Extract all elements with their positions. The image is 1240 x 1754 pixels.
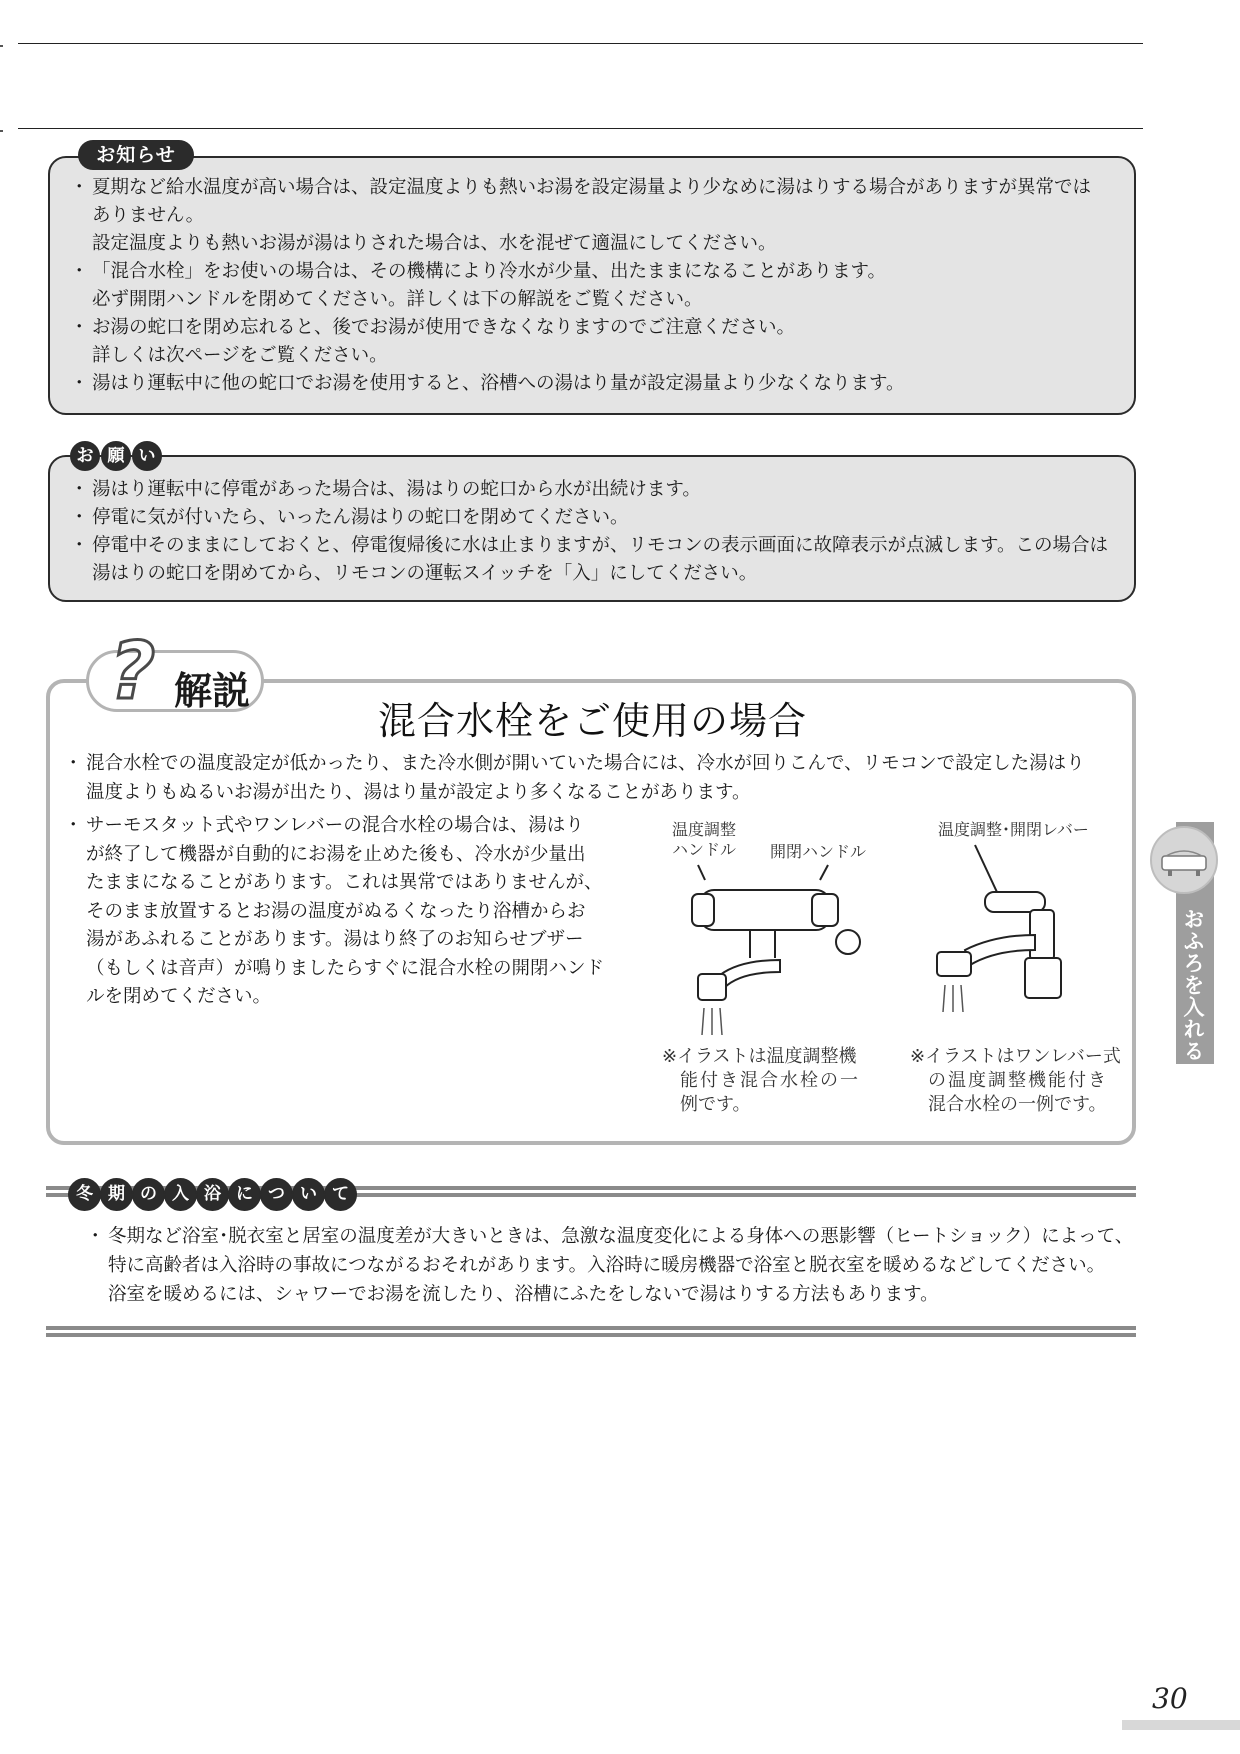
request-list: [74, 476, 1124, 588]
bathtub-icon: [1150, 826, 1218, 894]
edge-mark: [0, 130, 3, 132]
lever-faucet-illustration: [925, 840, 1095, 1040]
top-rule: [18, 43, 1143, 44]
request-heading: [70, 441, 162, 471]
list-item: ・ お湯の蛇口を閉め忘れると、後でお湯が使用できなくなりますのでご注意ください。 詳しくは次ページをご覧ください。: [74, 314, 1124, 370]
list-item: ・ 停電に気が付いたら、いったん湯はりの蛇口を閉めてください。: [74, 504, 1124, 532]
winter-list: [90, 1222, 1140, 1309]
list-item: ・ 湯はり運転中に停電があった場合は、湯はりの蛇口から水が出続けます。: [74, 476, 1124, 504]
heading-char: 願: [101, 441, 131, 471]
caption-lever-faucet: ※イラストはワンレバー式 の温度調整機能付き 混合水栓の一例です。: [910, 1046, 1121, 1115]
explanation-label: 解説: [174, 669, 251, 713]
list-item: ・ 停電中そのままにしておくと、停電復帰後に水は止まりますが、リモコンの表示画面に故障表示が点滅します。この場合は 湯はりの蛇口を閉めてから、リモコンの運転スイッチを「入」にしてください。: [74, 532, 1124, 588]
caption-wall-faucet: ※イラストは温度調整機 能付き混合水栓の一 例です。: [662, 1046, 860, 1115]
list-item: ・ 冬期など浴室･脱衣室と居室の温度差が大きいときは、急激な温度変化による身体への悪影響（ヒートショック）によって、 特に高齢者は入浴時の事故につながるおそれがあります。入浴時に暖房機器で浴室と脱衣室を暖めるなどしてください。 浴室を暖めるには、シャワーでお湯を流したり、浴槽にふたをしないで湯はりする方法もあります。: [90, 1222, 1140, 1309]
page-number: 30: [1152, 1682, 1188, 1715]
list-item: ・ 「混合水栓」をお使いの場合は、その機構により冷水が少量、出たままになることがあります。 必ず開閉ハンドルを閉めてください。詳しくは下の解説をご覧ください。: [74, 258, 1124, 314]
notice-list: [74, 174, 1124, 398]
heading-char: お: [70, 441, 100, 471]
list-item: ・ 湯はり運転中に他の蛇口でお湯を使用すると、浴槽への湯はり量が設定湯量より少なくなります。: [74, 370, 1124, 398]
label-temperature-handle: 温度調整 ハンドル: [672, 820, 737, 859]
explanation-paragraph-2: ・ サーモスタット式やワンレバーの混合水栓の場合は、湯はり が終了して機器が自動的にお湯を止めた後も、冷水が少量出 たままになることがあります。これは異常ではありませんが、 そのまま放置するとお湯の温度がぬるくなったり浴槽からお 湯があふれることがあります。湯はり終了のお知らせブザー （もしくは音声）が鳴りましたらすぐに混合水栓の開閉ハンド ルを閉めてください。: [68, 812, 628, 1012]
notice-box: [48, 156, 1136, 415]
question-mark-icon: ?: [110, 627, 156, 717]
page-number-bar: [1122, 1720, 1240, 1730]
explanation-paragraph-1: ・ 混合水栓での温度設定が低かったり、また冷水側が開いていた場合には、冷水が回りこんで、リモコンで設定した湯はり 温度よりもぬるいお湯が出たり、湯はり量が設定より多くなることがあります。: [68, 750, 1128, 807]
winter-bottom-stripe: [46, 1326, 1136, 1340]
winter-heading: 冬 期 の 入 浴 に つ い て: [68, 1178, 356, 1211]
wall-faucet-illustration: [680, 860, 880, 1040]
side-tab-label: おふろを入れる: [1181, 908, 1205, 1062]
header-rule: [18, 128, 1143, 129]
heading-char: い: [132, 441, 162, 471]
notice-heading: お知らせ: [78, 140, 194, 170]
list-item: ・ 夏期など給水温度が高い場合は、設定温度よりも熱いお湯を設定湯量より少なめに湯はりする場合がありますが異常では ありません。 設定温度よりも熱いお湯が湯はりされた場合は、水を混ぜて適温にしてください。: [74, 174, 1124, 258]
request-box: [48, 455, 1136, 602]
label-open-close-handle: 開閉ハンドル: [770, 842, 867, 861]
label-lever: 温度調整･開閉レバー: [938, 820, 1089, 839]
edge-mark: [0, 45, 3, 47]
explanation-title: 混合水栓をご使用の場合: [378, 699, 808, 743]
